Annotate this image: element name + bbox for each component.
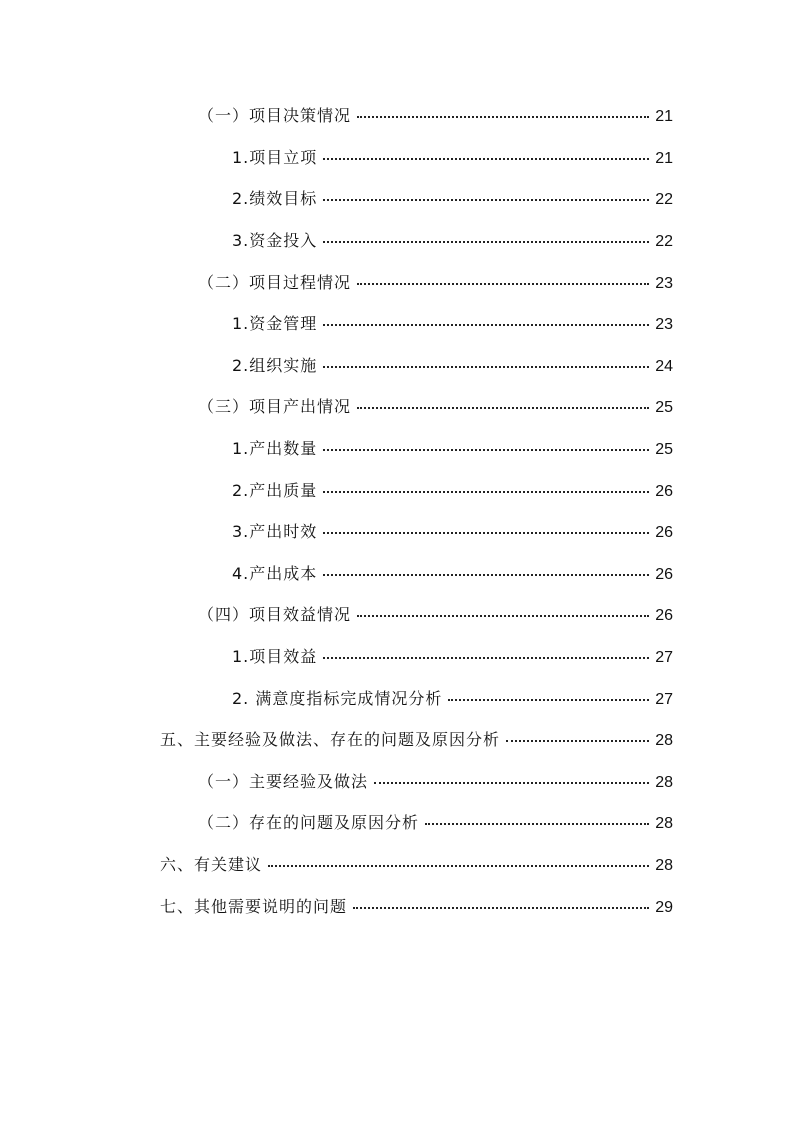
toc-entry-label: 2.组织实施 [232, 355, 318, 375]
toc-entry-page: 26 [655, 565, 673, 583]
dot-leader [323, 491, 649, 493]
toc-entry[interactable] [0, 304, 793, 346]
toc-entry-label: （三）项目产出情况 [198, 397, 352, 417]
dot-leader [323, 657, 649, 659]
toc-entry-label: 2.绩效目标 [232, 189, 318, 209]
dot-leader [323, 199, 649, 201]
dot-leader [323, 241, 649, 243]
toc-entry-label: （四）项目效益情况 [198, 605, 352, 625]
toc-entry-label: 五、主要经验及做法、存在的问题及原因分析 [160, 730, 501, 750]
toc-entry[interactable] [0, 221, 793, 263]
toc-entry-label: 2.产出质量 [232, 480, 318, 500]
toc-entry[interactable] [0, 845, 793, 887]
toc-entry[interactable] [0, 346, 793, 388]
toc-entry-page: 23 [655, 274, 673, 292]
toc-entry-page: 21 [655, 108, 673, 126]
toc-entry-page: 23 [655, 316, 673, 334]
toc-entry-label: 1.项目效益 [232, 647, 318, 667]
toc-entry-label: 3.资金投入 [232, 231, 318, 251]
toc-entry-page: 24 [655, 357, 673, 375]
toc-entry[interactable] [0, 886, 793, 928]
toc-entry-page: 22 [655, 233, 673, 251]
toc-entry-label: 3.产出时效 [232, 522, 318, 542]
dot-leader [323, 158, 649, 160]
toc-entry-label: 2. 满意度指标完成情况分析 [232, 688, 443, 708]
dot-leader [448, 699, 649, 701]
toc-entry-page: 27 [655, 690, 673, 708]
toc-entry-page: 28 [655, 773, 673, 791]
dot-leader [357, 615, 649, 617]
toc-entry[interactable] [0, 762, 793, 804]
dot-leader [425, 823, 649, 825]
dot-leader [323, 324, 649, 326]
toc-entry[interactable] [0, 512, 793, 554]
toc-entry-label: （一）主要经验及做法 [198, 771, 369, 791]
toc-entry[interactable] [0, 96, 793, 138]
toc-entry[interactable] [0, 720, 793, 762]
toc-entry-page: 21 [655, 149, 673, 167]
dot-leader [374, 782, 649, 784]
toc-entry-page: 27 [655, 649, 673, 667]
toc-entry-page: 28 [655, 732, 673, 750]
toc-entry-label: 七、其他需要说明的问题 [160, 896, 348, 916]
toc-entry-label: 1.资金管理 [232, 314, 318, 334]
toc-entry-label: （二）项目过程情况 [198, 272, 352, 292]
toc-entry-page: 29 [655, 898, 673, 916]
dot-leader [323, 366, 649, 368]
toc-entry-page: 22 [655, 191, 673, 209]
toc-entry-page: 25 [655, 441, 673, 459]
toc-entry-page: 28 [655, 815, 673, 833]
toc-entry-label: 1.产出数量 [232, 439, 318, 459]
toc-entry-page: 26 [655, 524, 673, 542]
table-of-contents [0, 96, 793, 928]
toc-entry-label: 4.产出成本 [232, 563, 318, 583]
toc-entry-page: 25 [655, 399, 673, 417]
toc-entry-page: 26 [655, 607, 673, 625]
dot-leader [506, 740, 649, 742]
toc-entry[interactable] [0, 179, 793, 221]
toc-entry[interactable] [0, 595, 793, 637]
dot-leader [357, 116, 649, 118]
toc-entry[interactable] [0, 387, 793, 429]
dot-leader [323, 449, 649, 451]
toc-entry-page: 28 [655, 856, 673, 874]
toc-entry[interactable] [0, 429, 793, 471]
dot-leader [268, 865, 649, 867]
toc-entry[interactable] [0, 637, 793, 679]
toc-entry-label: 1.项目立项 [232, 147, 318, 167]
toc-entry-label: （一）项目决策情况 [198, 106, 352, 126]
dot-leader [357, 283, 649, 285]
dot-leader [323, 574, 649, 576]
toc-entry[interactable] [0, 803, 793, 845]
dot-leader [357, 407, 649, 409]
toc-entry-page: 26 [655, 482, 673, 500]
toc-entry[interactable] [0, 554, 793, 596]
toc-entry-label: 六、有关建议 [160, 854, 263, 874]
toc-entry[interactable] [0, 262, 793, 304]
toc-entry-label: （二）存在的问题及原因分析 [198, 813, 420, 833]
dot-leader [353, 907, 649, 909]
toc-entry[interactable] [0, 470, 793, 512]
dot-leader [323, 532, 649, 534]
toc-entry[interactable] [0, 138, 793, 180]
toc-entry[interactable] [0, 678, 793, 720]
